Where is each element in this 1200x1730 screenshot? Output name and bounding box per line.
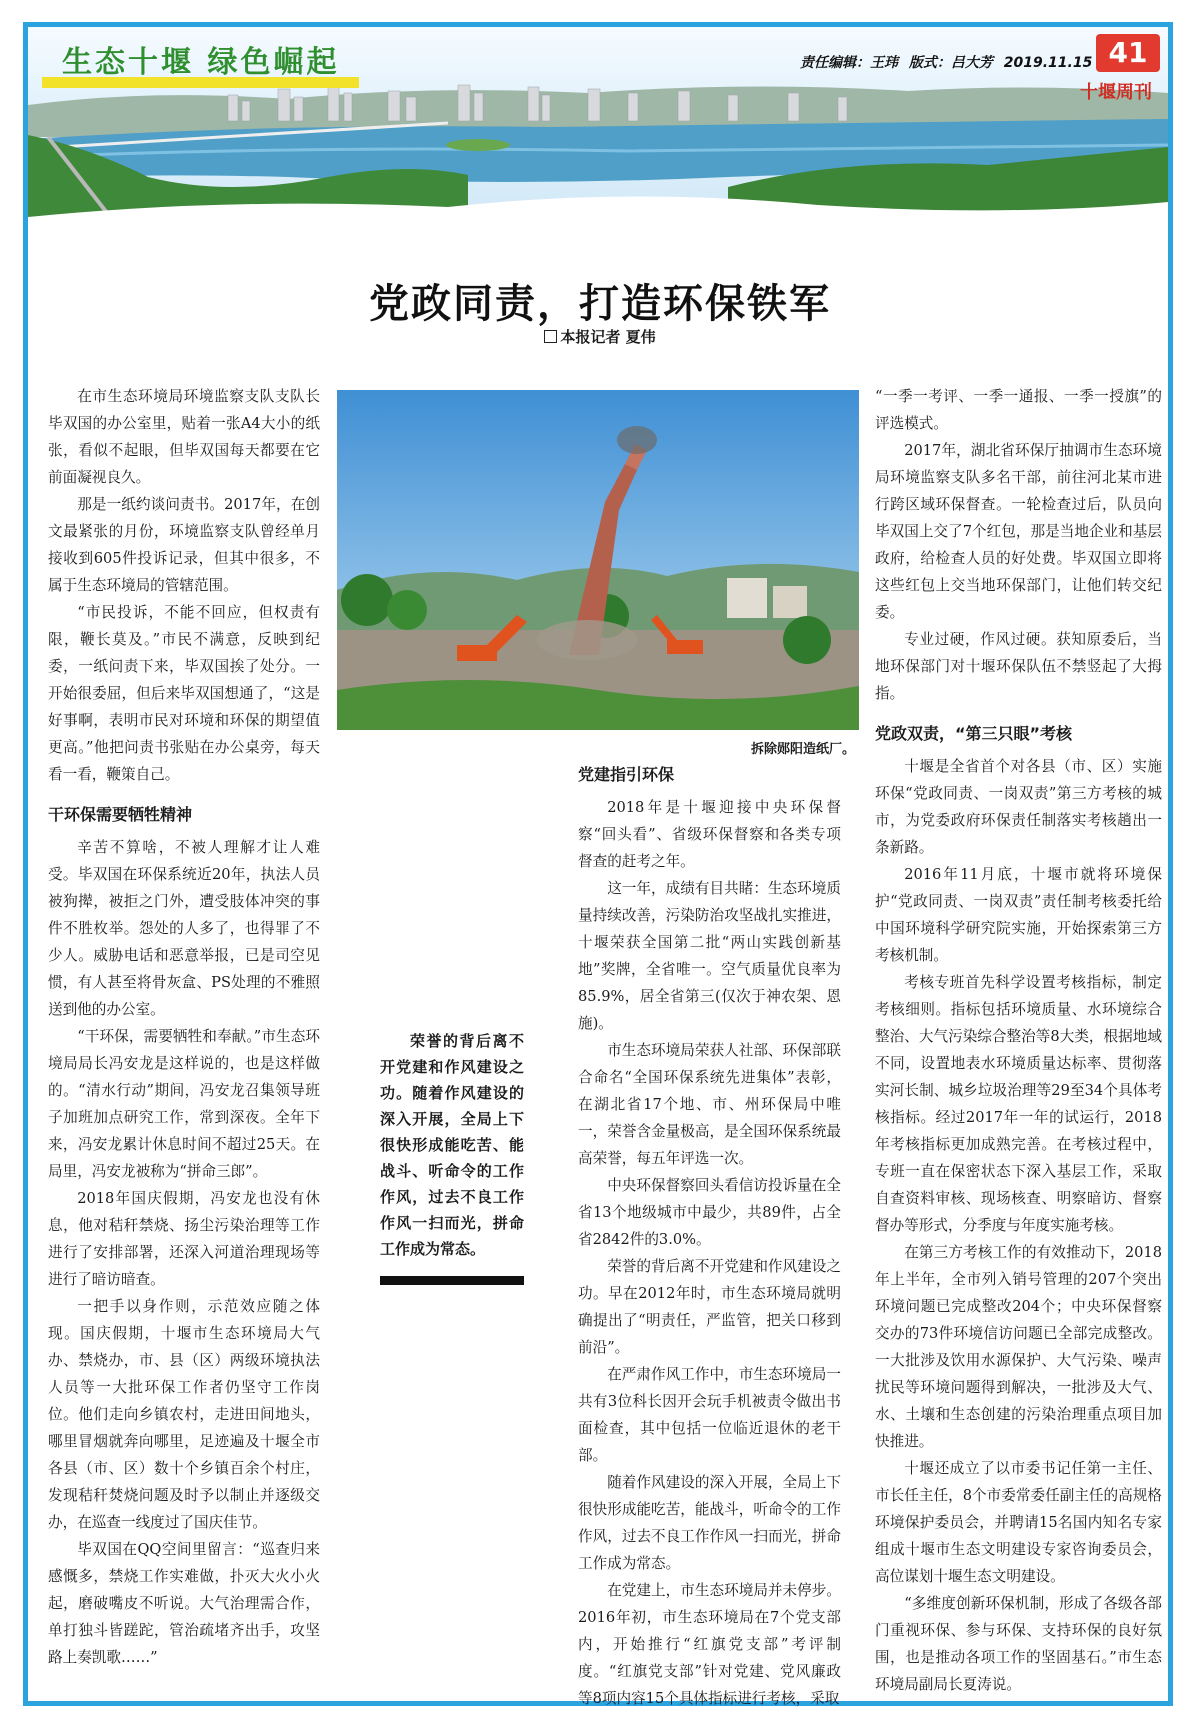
editor-credits [800, 52, 1098, 72]
page-number: 41 [1096, 34, 1160, 72]
photo-caption: 拆除郧阳造纸厂。 [750, 742, 855, 757]
editor-name: 责任编辑：王玮 [800, 55, 898, 71]
byline-box-icon [544, 330, 557, 343]
byline [0, 326, 1200, 347]
paragraph: 市生态环境局荣获人社部、环保部联合命名“全国环保系统先进集体”表彰，在湖北省17个地、市、州环保局中唯一，荣誉含金量极高，是全国环保系统最高荣誉，每五年评选一次。 [578, 1042, 841, 1167]
paper-name: 十堰周刊 [1080, 82, 1152, 103]
paragraph: 2018年国庆假期，冯安龙也没有休息，他对秸秆禁烧、扬尘污染治理等工作进行了安排部署，还深入河道治理现场等进行了暗访暗查。 [48, 1190, 320, 1288]
subheading: 党政双责，“第三只眼”考核 [875, 724, 1073, 743]
paragraph: 2017年，湖北省环保厅抽调市生态环境局环境监察支队多名干部，前往河北某市进行跨区域环保督查。一轮检查过后，队员向毕双国上交了7个红包，那是当地企业和基层政府，给检查人员的好处费。毕双国立即将这些红包上交当地环保部门，让他们转交纪委。 [875, 442, 1162, 621]
paragraph: 毕双国在QQ空间里留言：“巡查归来感慨多，禁烧工作实难做，扑灭大火小火起，磨破嘴皮不听说。大气治理需合作，单打独斗皆蹉跎，管治疏堵齐出手，攻坚路上奏凯歌……” [48, 1541, 320, 1666]
paragraph: 考核专班首先科学设置考核指标，制定考核细则。指标包括环境质量、水环境综合整治、大气污染综合整治等8大类，根据地域不同，设置地表水环境质量达标率、贯彻落实河长制、城乡垃圾治理等29至34个具体考核指标。经过2017年一年的试运行，2018年考核指标更加成熟完善。在考核过程中，专班一直在保密状态下深入基层工作，采取自查资料审核、现场核查、明察暗访、督察督办等形式，分季度与年度实施考核。 [875, 974, 1162, 1234]
paragraph: 十堰还成立了以市委书记任第一主任、市长任主任，8个市委常委任副主任的高规格环境保护委员会，并聘请15名国内知名专家组成十堰市生态文明建设专家咨询委员会，高位谋划十堰生态文明建设。 [875, 1460, 1162, 1585]
paragraph: 这一年，成绩有目共睹：生态环境质量持续改善，污染防治攻坚战扎实推进，十堰荣获全国第二批“两山实践创新基地”奖牌，全省唯一。空气质量优良率为85.9%，居全省第三(仅次于神农架、恩施)。 [578, 880, 841, 1032]
byline-text: 本报记者 夏伟 [560, 328, 656, 346]
issue-date: 2019.11.15 [1003, 55, 1093, 71]
paragraph: “一季一考评、一季一通报、一季一授旗”的评选模式。 [875, 388, 1162, 432]
paragraph: 在市生态环境局环境监察支队支队长毕双国的办公室里，贴着一张A4大小的纸张，看似不起眼，但毕双国每天都要在它前面凝视良久。 [48, 388, 320, 486]
paragraph: “干环保，需要牺牲和奉献。”市生态环境局局长冯安龙是这样说的，也是这样做的。“清水行动”期间，冯安龙召集领导班子加班加点研究工作，常到深夜。全年下来，冯安龙累计休息时间不超过25天。在局里，冯安龙被称为“拼命三郎”。 [48, 1028, 320, 1180]
chimney-demolition-illustration [337, 390, 859, 730]
paragraph: 一把手以身作则，示范效应随之体现。国庆假期，十堰市生态环境局大气办、禁烧办，市、县（区）两级环境执法人员等一大批环保工作者仍坚守工作岗位。他们走向乡镇农村，走进田间地头，哪里冒烟就奔向哪里，足迹遍及十堰全市各县（市、区）数十个乡镇百余个村庄，发现秸秆焚烧问题及时予以制止并逐级交办，在巡查一线度过了国庆佳节。 [48, 1298, 320, 1531]
subheading: 党建指引环保 [578, 765, 675, 784]
paragraph: “市民投诉，不能不回应，但权责有限，鞭长莫及。”市民不满意，反映到纪委，一纸问责下来，毕双国挨了处分。一开始很委屈，但后来毕双国想通了，“这是好事啊，表明市民对环境和环保的期望值更高。”他把问责书张贴在办公桌旁，每天看一看，鞭策自己。 [48, 604, 320, 783]
demolition-photo [337, 390, 859, 730]
paragraph: 在严肃作风工作中，市生态环境局一共有3位科长因开会玩手机被责令做出书面检查，其中包括一位临近退休的老干部。 [578, 1366, 841, 1464]
pull-quote-text: 荣誉的背后离不开党建和作风建设之功。随着作风建设的深入开展，全局上下很快形成能吃苦、能战斗、听命令的工作作风，过去不良工作作风一扫而光，拼命工作成为常态。 [380, 1032, 524, 1258]
section-title: 生态十堰 绿色崛起 [42, 38, 359, 88]
pull-quote [380, 1028, 524, 1262]
pull-quote-bar [380, 1276, 524, 1285]
paragraph: 专业过硬，作风过硬。获知原委后，当地环保部门对十堰环保队伍不禁竖起了大拇指。 [875, 631, 1162, 702]
paragraph: 中央环保督察回头看信访投诉量在全省13个地级城市中最少，共89件，占全省2842件的3.0%。 [578, 1177, 841, 1248]
paragraph: 辛苦不算啥，不被人理解才让人难受。毕双国在环保系统近20年，执法人员被狗撵，被拒之门外，遭受肢体冲突的事件不胜枚举。怨处的人多了，也得罪了不少人。威胁电话和恶意举报，已是司空见惯，有人甚至将骨灰盒、PS处理的不雅照送到他的办公室。 [48, 839, 320, 1018]
layout-designer: 版式：吕大芳 [908, 55, 993, 71]
paragraph: 在党建上，市生态环境局并未停步。2016年初，市生态环境局在7个党支部内，开始推行“红旗党支部”考评制度。“红旗党支部”针对党建、党风廉政等8项内容15个具体指标进行考核，采取 [578, 1582, 841, 1707]
subheading: 干环保需要牺牲精神 [48, 805, 193, 824]
paragraph: 2016年11月底，十堰市就将环境保护“党政同责、一岗双责”责任制考核委托给中国环境科学研究院实施，开始探索第三方考核机制。 [875, 866, 1162, 964]
article-column-1 [48, 383, 320, 1671]
paragraph: “多维度创新环保机制，形成了各级各部门重视环保、参与环保、支持环保的良好氛围，也是推动各项工作的坚固基石。”市生态环境局副局长夏涛说。 [875, 1595, 1162, 1693]
paragraph: 2018年是十堰迎接中央环保督察“回头看”、省级环保督察和各类专项督查的赶考之年。 [578, 799, 841, 870]
paragraph: 十堰是全省首个对各县（市、区）实施环保“党政同责、一岗双责”第三方考核的城市，为党委政府环保责任制落实考核趟出一条新路。 [875, 758, 1162, 856]
paragraph: 荣誉的背后离不开党建和作风建设之功。早在2012年时，市生态环境局就明确提出了“明责任，严监管，把关口移到前沿”。 [578, 1258, 841, 1356]
article-column-3 [578, 762, 841, 1712]
paragraph: 那是一纸约谈问责书。2017年，在创文最紧张的月份，环境监察支队曾经单月接收到605件投诉记录，但其中很多，不属于生态环境局的管辖范围。 [48, 496, 320, 594]
article-column-4 [875, 383, 1162, 1698]
paragraph: 在第三方考核工作的有效推动下，2018年上半年，全市列入销号管理的207个突出环境问题已完成整改204个；中央环保督察交办的73件环境信访问题已全部完成整改。一大批涉及饮用水源保护、大气污染、噪声扰民等环境问题得到解决，一批涉及大气、水、土壤和生态创建的污染治理重点项目加快推进。 [875, 1244, 1162, 1450]
paragraph: 随着作风建设的深入开展，全局上下很快形成能吃苦，能战斗，听命令的工作作风，过去不良工作作风一扫而光，拼命工作成为常态。 [578, 1474, 841, 1572]
headline: 党政同责，打造环保铁军 [369, 280, 831, 327]
